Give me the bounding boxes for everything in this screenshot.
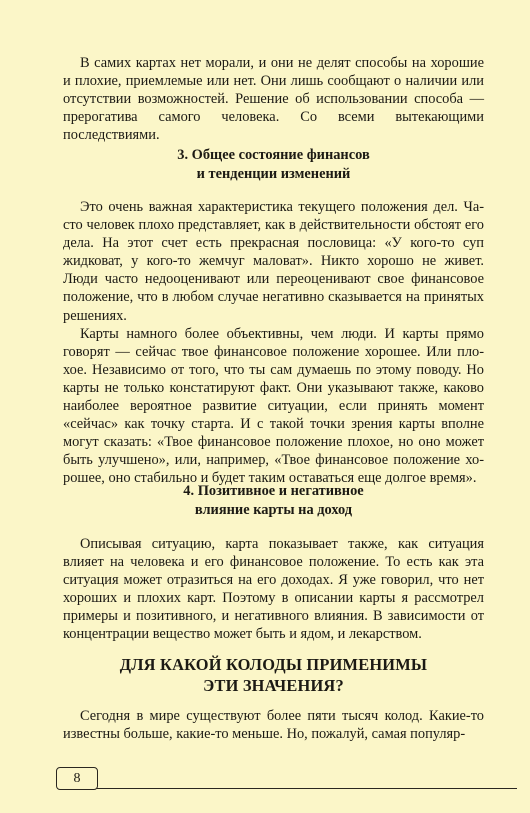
intro-paragraph: В самих картах нет морали, и они не делят способы на хорошие и плохие, приемлемые или нет. Они лишь сообщают о наличии или отсутствии возможностей. Решение об использовании способа — прерогатива самого человека. Со всеми вытекающими последствиями. bbox=[63, 55, 484, 144]
footer-rule bbox=[97, 788, 517, 789]
chapter-body bbox=[63, 707, 484, 743]
chapter-heading-line-1: ДЛЯ КАКОЙ КОЛОДЫ ПРИМЕНИМЫ bbox=[119, 655, 428, 674]
section-3-paragraph-1: Это очень важная характеристика текущего положения дел. Часто человек плохо представляет, как в действительности обстоят его дела. На этот счет есть прекрасная пословица: «У кого-то суп жидковат, у кого-то жемчуг маловат». Никто хорошо не живет. Люди часто недооценивают или переоценивают свое финансовое положение, что в любом случае негативно сказывается на принятых решениях. bbox=[63, 199, 484, 324]
section-4-heading bbox=[63, 482, 484, 519]
section-4-heading-line-2: влияние карты на доход bbox=[194, 501, 353, 518]
section-4-body bbox=[63, 535, 484, 644]
chapter-paragraph: Сегодня в мире существуют более пяти тысяч колод. Какие-то известны больше, какие-то меньше. Но, пожалуй, самая популяр- bbox=[63, 708, 484, 743]
section-3-heading bbox=[63, 146, 484, 183]
section-3-paragraph-2: Карты намного более объективны, чем люди. И карты прямо говорят — сейчас твое финансовое положение хорошее. Или плохое. Независимо от того, что ты сам думаешь по этому поводу. Но карты не только констатируют факт. Они указывают также, каково наиболее вероятное развитие ситуации, если принять момент «сейчас» как точку старта. И с такой точки зрения карты вполне могут сказать: «Твое финансовое положение плохое, но оно может быть улучшено», или, например, «Твое финансовое положение хорошее, оно стабильно и будет таким оставаться еще долгое время». bbox=[63, 325, 484, 487]
chapter-heading-line-2: ЭТИ ЗНАЧЕНИЯ? bbox=[203, 675, 344, 695]
section-3-heading-line-2: и тенденции изменений bbox=[196, 165, 351, 182]
section-3-heading-line-1: 3. Общее состояние финансов bbox=[177, 147, 370, 163]
section-4-paragraph: Описывая ситуацию, карта показывает также, как ситуация влияет на человека и его финансовое положение. То есть как эта ситуация может отразиться на его доходах. Я уже говорил, что нет хороших и плохих карт. Поэтому в описании карты я рассмотрел примеры и позитивного, и негативного влияния. В зависимости от концентрации вещество может быть и ядом, и лекарством. bbox=[63, 536, 484, 643]
section-4-heading-line-1: 4. Позитивное и негативное bbox=[183, 483, 364, 499]
section-3-body bbox=[63, 198, 484, 488]
page-number: 8 bbox=[56, 767, 98, 790]
intro-block bbox=[63, 54, 484, 144]
chapter-heading bbox=[63, 655, 484, 696]
